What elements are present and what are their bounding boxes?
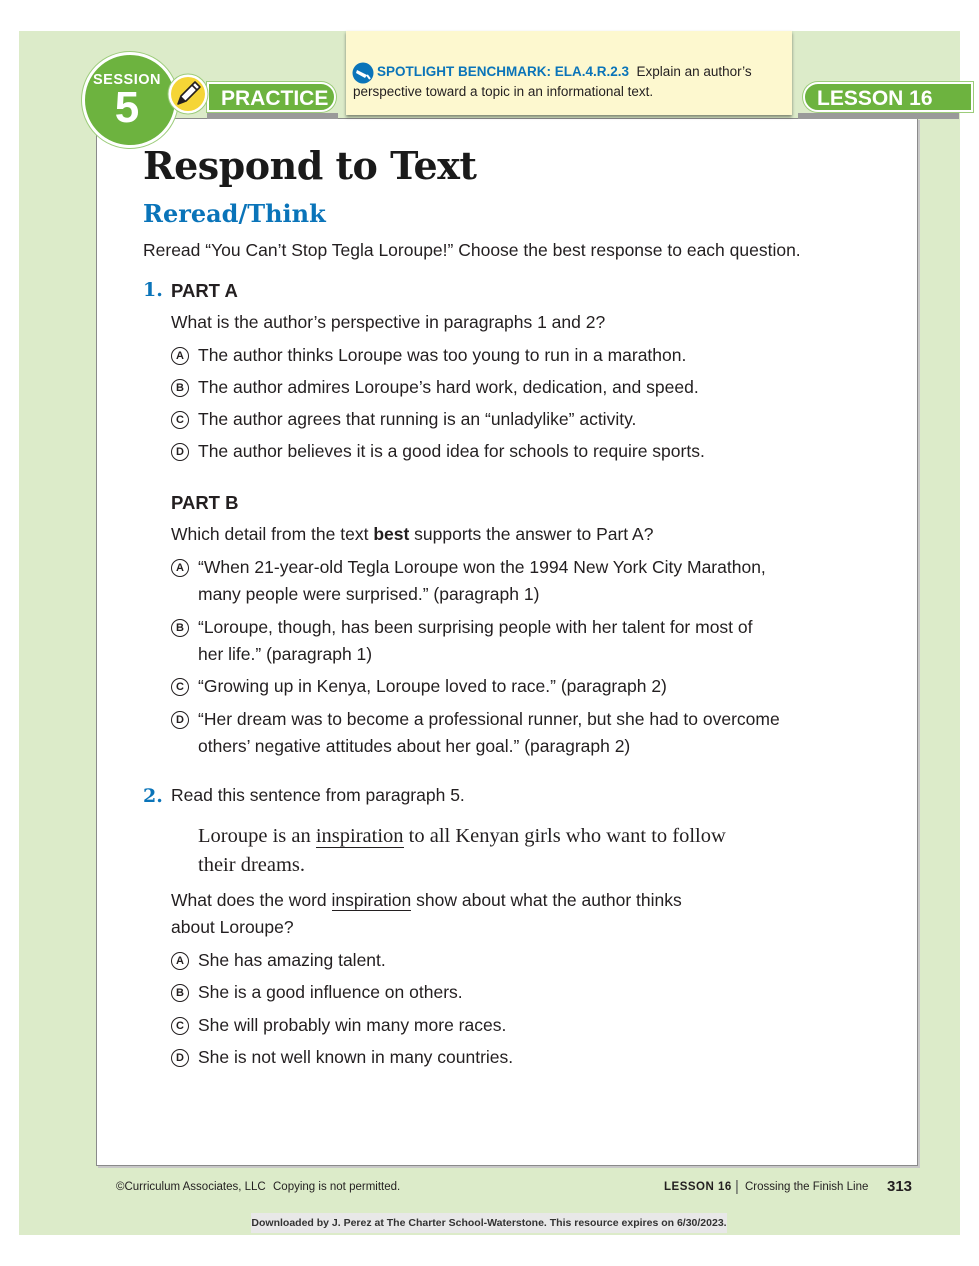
q1a-option-b[interactable] <box>171 374 699 401</box>
footer-divider: | <box>735 1178 739 1195</box>
lesson-tab <box>803 82 973 112</box>
q1b-option-d[interactable] <box>171 706 780 760</box>
quote-text: their dreams. <box>198 854 306 876</box>
session-number: 5 <box>114 83 140 132</box>
q1-part-b-question <box>171 521 653 548</box>
lesson-label: LESSON 16 <box>817 87 933 110</box>
option-letter-b[interactable]: B <box>171 984 189 1002</box>
option-text: “Growing up in Kenya, Loroupe loved to race.” (paragraph 2) <box>198 676 667 696</box>
q2-question <box>171 887 682 941</box>
option-text: “When 21-year-old Tegla Loroupe won the 1994 New York City Marathon, many people were surprised.” (paragraph 1) <box>198 557 766 604</box>
practice-label: PRACTICE <box>221 87 329 110</box>
footer-copy-notice: Copying is not permitted. <box>273 1181 401 1193</box>
q2-option-c[interactable] <box>171 1012 506 1039</box>
q1b-option-a[interactable] <box>171 554 766 608</box>
session-label: SESSION <box>93 72 161 88</box>
q2-option-b[interactable] <box>171 979 463 1006</box>
q1b-option-c[interactable] <box>171 673 667 700</box>
option-text: She is not well known in many countries. <box>198 1047 514 1067</box>
benchmark-text-2: perspective toward a topic in an informational text. <box>353 84 654 99</box>
option-letter-c[interactable]: C <box>171 678 189 696</box>
q1-part-a-label: PART A <box>171 280 238 301</box>
option-letter-b[interactable]: B <box>171 619 189 637</box>
option-text: She is a good influence on others. <box>198 982 463 1002</box>
option-letter-c[interactable]: C <box>171 1017 189 1035</box>
question-text: What does the word <box>171 890 332 910</box>
footer-lesson-title: Crossing the Finish Line <box>745 1181 869 1193</box>
option-text: The author thinks Loroupe was too young to run in a marathon. <box>198 345 687 365</box>
q1b-option-b[interactable] <box>171 614 753 668</box>
quote-text: Loroupe is an <box>198 825 316 847</box>
quote-text: to all Kenyan girls who want to follow <box>403 825 726 847</box>
question-text: supports the answer to Part A? <box>409 524 654 544</box>
q1-part-a-question: What is the author’s perspective in paragraphs 1 and 2? <box>171 312 606 332</box>
option-letter-d[interactable]: D <box>171 443 189 461</box>
benchmark-text-1: Explain an author’s <box>636 64 752 79</box>
underlined-word: inspiration <box>315 825 404 847</box>
benchmark-code: SPOTLIGHT BENCHMARK: ELA.4.R.2.3 <box>377 64 630 79</box>
page-number: 313 <box>887 1178 913 1195</box>
option-letter-c[interactable]: C <box>171 411 189 429</box>
option-letter-b[interactable]: B <box>171 379 189 397</box>
q1a-option-c[interactable] <box>171 406 636 433</box>
question-text: Which detail from the text <box>171 524 374 544</box>
instructions: Reread “You Can’t Stop Tegla Loroupe!” Choose the best response to each question. <box>143 240 801 260</box>
option-letter-d[interactable]: D <box>171 1049 189 1067</box>
option-text: “Her dream was to become a professional runner, but she had to overcome others’ negative attitudes about her goal.” (paragraph 2) <box>198 709 780 756</box>
practice-tab <box>207 82 336 112</box>
underlined-word: inspiration <box>331 890 412 910</box>
option-letter-d[interactable]: D <box>171 711 189 729</box>
option-letter-a[interactable]: A <box>171 347 189 365</box>
q2-quoted-sentence <box>198 822 726 880</box>
option-text: The author admires Loroupe’s hard work, dedication, and speed. <box>198 377 699 397</box>
pencil-icon <box>166 72 210 116</box>
option-text: She will probably win many more races. <box>198 1015 507 1035</box>
download-notice: Downloaded by J. Perez at The Charter School-Waterstone. This resource expires on 6/30/2023. <box>251 1213 727 1233</box>
q1a-option-d[interactable] <box>171 438 705 465</box>
section-subtitle: Reread/Think <box>143 199 326 228</box>
q2-option-d[interactable] <box>171 1044 513 1071</box>
q2-prompt: Read this sentence from paragraph 5. <box>171 785 465 805</box>
page-title: Respond to Text <box>143 143 477 188</box>
option-text: She has amazing talent. <box>198 950 386 970</box>
footer-lesson: LESSON 16 <box>664 1181 732 1193</box>
question-2-number: 2. <box>143 785 163 807</box>
q2-option-a[interactable] <box>171 947 386 974</box>
option-letter-a[interactable]: A <box>171 559 189 577</box>
q1a-option-a[interactable] <box>171 342 686 369</box>
spotlight-benchmark-text <box>353 62 785 102</box>
option-letter-a[interactable]: A <box>171 952 189 970</box>
question-text: about Loroupe? <box>171 917 294 937</box>
question-text: show about what the author thinks <box>411 890 682 910</box>
question-emphasis: best <box>373 524 410 544</box>
q1-part-b-label: PART B <box>171 492 239 513</box>
option-text: “Loroupe, though, has been surprising people with her talent for most of her life.” (paragraph 1) <box>198 617 753 664</box>
question-1-number: 1. <box>143 279 163 301</box>
option-text: The author believes it is a good idea for schools to require sports. <box>198 441 705 461</box>
option-text: The author agrees that running is an “unladylike” activity. <box>198 409 637 429</box>
footer-copyright: ©Curriculum Associates, LLC <box>116 1181 266 1193</box>
